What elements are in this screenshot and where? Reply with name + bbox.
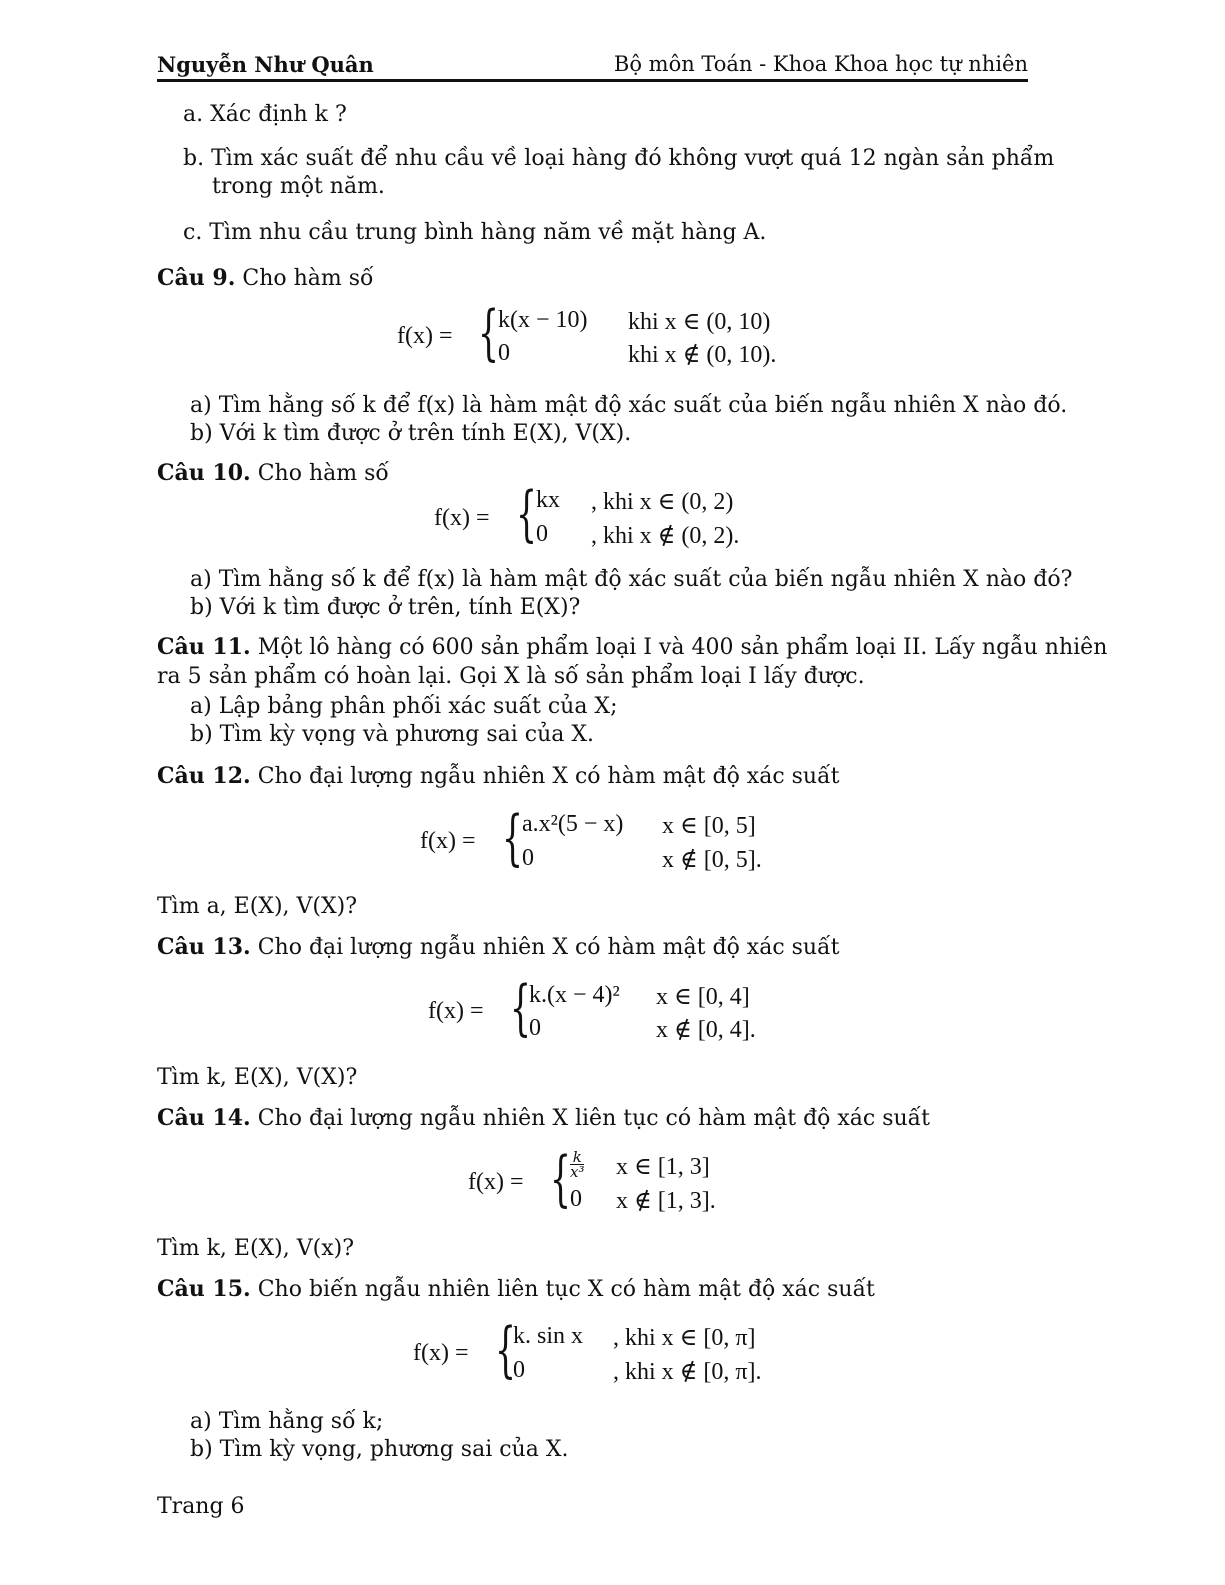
q11-part-a: a) Lập bảng phân phối xác suất của X;	[190, 694, 618, 719]
q15-case1-expr: k. sin x	[513, 1323, 584, 1349]
q9-text: Cho hàm số	[242, 266, 374, 291]
q10-case1-cond: , khi x ∈ (0, 2)	[591, 489, 734, 515]
q9-case2-expr: 0	[498, 340, 510, 366]
q11-heading	[157, 633, 1107, 662]
q9-heading	[157, 264, 374, 293]
q12-heading	[157, 762, 839, 791]
q11-text-line1: Một lô hàng có 600 sản phẩm loại I và 400 sản phẩm loại II. Lấy ngẫu nhiên	[257, 635, 1108, 660]
q12-case1-cond: x ∈ [0, 5]	[662, 813, 756, 839]
q9-case1-cond: khi x ∈ (0, 10)	[628, 309, 771, 335]
q10-part-b: b) Với k tìm được ở trên, tính E(X)?	[190, 595, 581, 620]
q11-label: Câu 11.	[157, 634, 251, 660]
q14-fx: f(x) =	[468, 1169, 524, 1195]
q13-heading	[157, 933, 839, 962]
q10-heading	[157, 459, 389, 488]
q9-fx: f(x) =	[397, 323, 453, 349]
q15-case1-cond: , khi x ∈ [0, π]	[613, 1325, 756, 1351]
header-department: Bộ môn Toán - Khoa Khoa học tự nhiên	[613, 52, 1028, 76]
q9-brace: {	[478, 298, 500, 368]
q12-case2-cond: x ∉ [0, 5].	[662, 847, 762, 873]
q15-text: Cho biến ngẫu nhiên liên tục X có hàm mật độ xác suất	[257, 1277, 875, 1302]
q15-part-a: a) Tìm hằng số k;	[190, 1409, 384, 1434]
q14-ask: Tìm k, E(X), V(x)?	[157, 1236, 355, 1261]
q14-case1-fraction	[570, 1150, 584, 1179]
q14-case2-cond: x ∉ [1, 3].	[616, 1188, 716, 1214]
item-c: c. Tìm nhu cầu trung bình hàng năm về mặt hàng A.	[183, 220, 767, 245]
q15-heading	[157, 1275, 875, 1304]
q11-text-line2: ra 5 sản phẩm có hoàn lại. Gọi X là số sản phẩm loại I lấy được.	[157, 664, 865, 689]
q11-part-b: b) Tìm kỳ vọng và phương sai của X.	[190, 722, 595, 747]
q13-brace: {	[510, 973, 532, 1043]
q12-case2-expr: 0	[522, 845, 534, 871]
q14-case1-cond: x ∈ [1, 3]	[616, 1154, 710, 1180]
q15-case2-expr: 0	[513, 1357, 525, 1383]
q14-text: Cho đại lượng ngẫu nhiên X liên tục có hàm mật độ xác suất	[257, 1106, 931, 1131]
q13-case2-expr: 0	[529, 1015, 541, 1041]
q14-frac-denominator: x³	[570, 1163, 585, 1181]
q14-heading	[157, 1104, 930, 1133]
q12-label: Câu 12.	[157, 763, 251, 789]
q15-case2-cond: , khi x ∉ [0, π].	[613, 1359, 762, 1385]
item-a: a. Xác định k ?	[183, 102, 347, 127]
q9-part-a: a) Tìm hằng số k để f(x) là hàm mật độ xác suất của biến ngẫu nhiên X nào đó.	[190, 393, 1068, 418]
q13-ask: Tìm k, E(X), V(X)?	[157, 1065, 358, 1090]
q10-case2-expr: 0	[536, 521, 548, 547]
q14-case2-expr: 0	[570, 1186, 582, 1212]
q10-case1-expr: kx	[536, 487, 560, 513]
q15-label: Câu 15.	[157, 1276, 251, 1302]
q12-brace: {	[502, 803, 524, 873]
item-b-line2: trong một năm.	[212, 174, 385, 199]
q12-text: Cho đại lượng ngẫu nhiên X có hàm mật độ xác suất	[257, 764, 840, 789]
q14-label: Câu 14.	[157, 1105, 251, 1131]
q14-frac-numerator: k	[570, 1150, 584, 1165]
header-author: Nguyễn Như Quân	[157, 52, 374, 77]
q10-label: Câu 10.	[157, 460, 251, 486]
q14-brace: {	[550, 1144, 572, 1214]
q10-text: Cho hàm số	[257, 461, 389, 486]
q12-ask: Tìm a, E(X), V(X)?	[157, 894, 358, 919]
q13-fx: f(x) =	[428, 998, 484, 1024]
q13-case1-expr: k.(x − 4)²	[529, 982, 620, 1008]
q10-case2-cond: , khi x ∉ (0, 2).	[591, 523, 740, 549]
q12-case1-expr: a.x²(5 − x)	[522, 811, 624, 837]
q9-part-b: b) Với k tìm được ở trên tính E(X), V(X).	[190, 421, 632, 446]
q10-brace: {	[516, 479, 538, 549]
q9-label: Câu 9.	[157, 265, 236, 291]
q10-fx: f(x) =	[434, 505, 490, 531]
q12-fx: f(x) =	[420, 828, 476, 854]
q15-fx: f(x) =	[413, 1340, 469, 1366]
q15-brace: {	[495, 1315, 517, 1385]
header-rule	[157, 79, 1028, 82]
q10-part-a: a) Tìm hằng số k để f(x) là hàm mật độ xác suất của biến ngẫu nhiên X nào đó?	[190, 567, 1073, 592]
item-b-line1: b. Tìm xác suất để nhu cầu về loại hàng đó không vượt quá 12 ngàn sản phẩm	[183, 146, 1055, 171]
page-number: Trang 6	[157, 1494, 245, 1519]
q15-part-b: b) Tìm kỳ vọng, phương sai của X.	[190, 1437, 569, 1462]
q13-label: Câu 13.	[157, 934, 251, 960]
q13-case2-cond: x ∉ [0, 4].	[656, 1017, 756, 1043]
q9-case2-cond: khi x ∉ (0, 10).	[628, 342, 777, 368]
q9-case1-expr: k(x − 10)	[498, 307, 588, 333]
q13-text: Cho đại lượng ngẫu nhiên X có hàm mật độ xác suất	[257, 935, 840, 960]
q13-case1-cond: x ∈ [0, 4]	[656, 984, 750, 1010]
